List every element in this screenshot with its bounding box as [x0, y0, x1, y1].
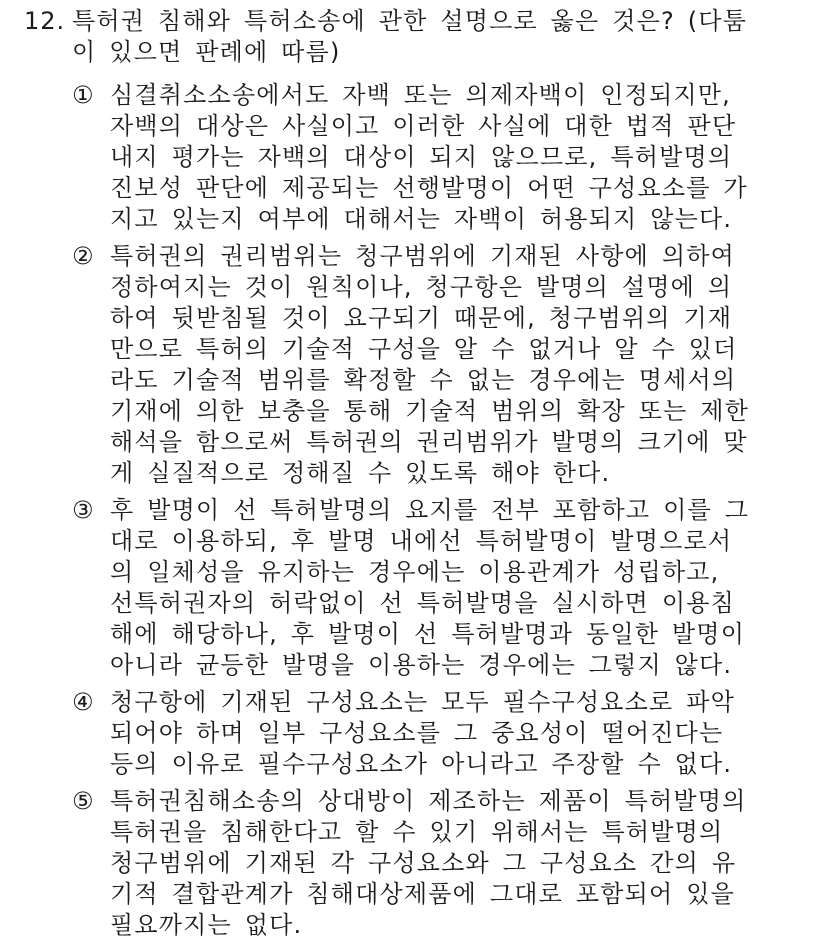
- option-line: 심결취소소송에서도 자백 또는 의제자백이 인정되지만,: [110, 81, 731, 109]
- option-line: 정하여지는 것이 원칙이나, 청구항은 발명의 설명에 의: [110, 273, 733, 301]
- option-line: 기적 결합관계가 침해대상제품에 그대로 포함되어 있을: [110, 880, 735, 908]
- option-5[interactable]: [0, 786, 826, 941]
- option-4[interactable]: [0, 687, 826, 780]
- option-line: 의 일체성을 유지하는 경우에는 이용관계가 성립하고,: [110, 558, 720, 586]
- option-line: 지고 있는지 여부에 대해서는 자백이 허용되지 않는다.: [110, 205, 733, 233]
- question-stem: [0, 6, 826, 72]
- option-line: 내지 평가는 자백의 대상이 되지 않으므로, 특허발명의: [110, 143, 733, 171]
- option-line: 후 발명이 선 특허발명의 요지를 전부 포함하고 이를 그: [110, 496, 750, 524]
- option-2[interactable]: [0, 241, 826, 489]
- question-text: [72, 6, 772, 68]
- option-line: 청구범위에 기재된 각 구성요소와 그 구성요소 간의 유: [110, 849, 737, 877]
- option-line: 만으로 특허의 기술적 구성을 알 수 없거나 알 수 있더: [110, 335, 738, 363]
- question-line: 특허권 침해와 특허소송에 관한 설명으로 옳은 것은? (다툼: [72, 7, 748, 35]
- option-text: [110, 687, 770, 780]
- option-1[interactable]: [0, 80, 826, 235]
- option-line: 특허권을 침해한다고 할 수 있기 위해서는 특허발명의: [110, 818, 724, 846]
- option-line: 되어야 하며 일부 구성요소를 그 중요성이 떨어진다는: [110, 719, 724, 747]
- option-line: 대로 이용하되, 후 발명 내에선 특허발명이 발명으로서: [110, 527, 733, 555]
- option-text: [110, 495, 770, 681]
- option-line: 필요까지는 없다.: [110, 911, 303, 939]
- option-line: 게 실질적으로 정해질 수 있도록 해야 한다.: [110, 459, 611, 487]
- question-block: [0, 6, 826, 72]
- option-line: 청구항에 기재된 구성요소는 모두 필수구성요소로 파악: [110, 688, 735, 716]
- option-line: 해석을 함으로써 특허권의 권리범위가 발명의 크기에 맞: [110, 428, 748, 456]
- question-number: 12.: [24, 7, 66, 35]
- option-line: 진보성 판단에 제공되는 선행발명이 어떤 구성요소를 가: [110, 174, 748, 202]
- option-text: [110, 241, 770, 489]
- answer-options: [0, 80, 826, 947]
- option-line: 아니라 균등한 발명을 이용하는 경우에는 그렇지 않다.: [110, 651, 733, 679]
- option-marker: ①: [72, 81, 94, 109]
- option-line: 선특허권자의 허락없이 선 특허발명을 실시하면 이용침: [110, 589, 735, 617]
- option-line: 등의 이유로 필수구성요소가 아니라고 주장할 수 없다.: [110, 750, 733, 778]
- option-marker: ④: [72, 688, 94, 716]
- question-line: 이 있으면 판례에 따름): [72, 38, 341, 66]
- option-marker: ②: [72, 242, 94, 270]
- option-line: 라도 기술적 범위를 확정할 수 없는 경우에는 명세서의: [110, 366, 737, 394]
- option-line: 특허권의 권리범위는 청구범위에 기재된 사항에 의하여: [110, 242, 735, 270]
- option-line: 해에 해당하나, 후 발명이 선 특허발명과 동일한 발명이: [110, 620, 746, 648]
- option-text: [110, 80, 770, 235]
- option-marker: ⑤: [72, 787, 94, 815]
- option-line: 자백의 대상은 사실이고 이러한 사실에 대한 법적 판단: [110, 112, 737, 140]
- option-line: 특허권침해소송의 상대방이 제조하는 제품이 특허발명의: [110, 787, 747, 815]
- option-marker: ③: [72, 496, 94, 524]
- option-line: 기재에 의한 보충을 통해 기술적 범위의 확장 또는 제한: [110, 397, 750, 425]
- option-3[interactable]: [0, 495, 826, 681]
- option-line: 하여 뒷받침될 것이 요구되기 때문에, 청구범위의 기재: [110, 304, 733, 332]
- option-text: [110, 786, 770, 941]
